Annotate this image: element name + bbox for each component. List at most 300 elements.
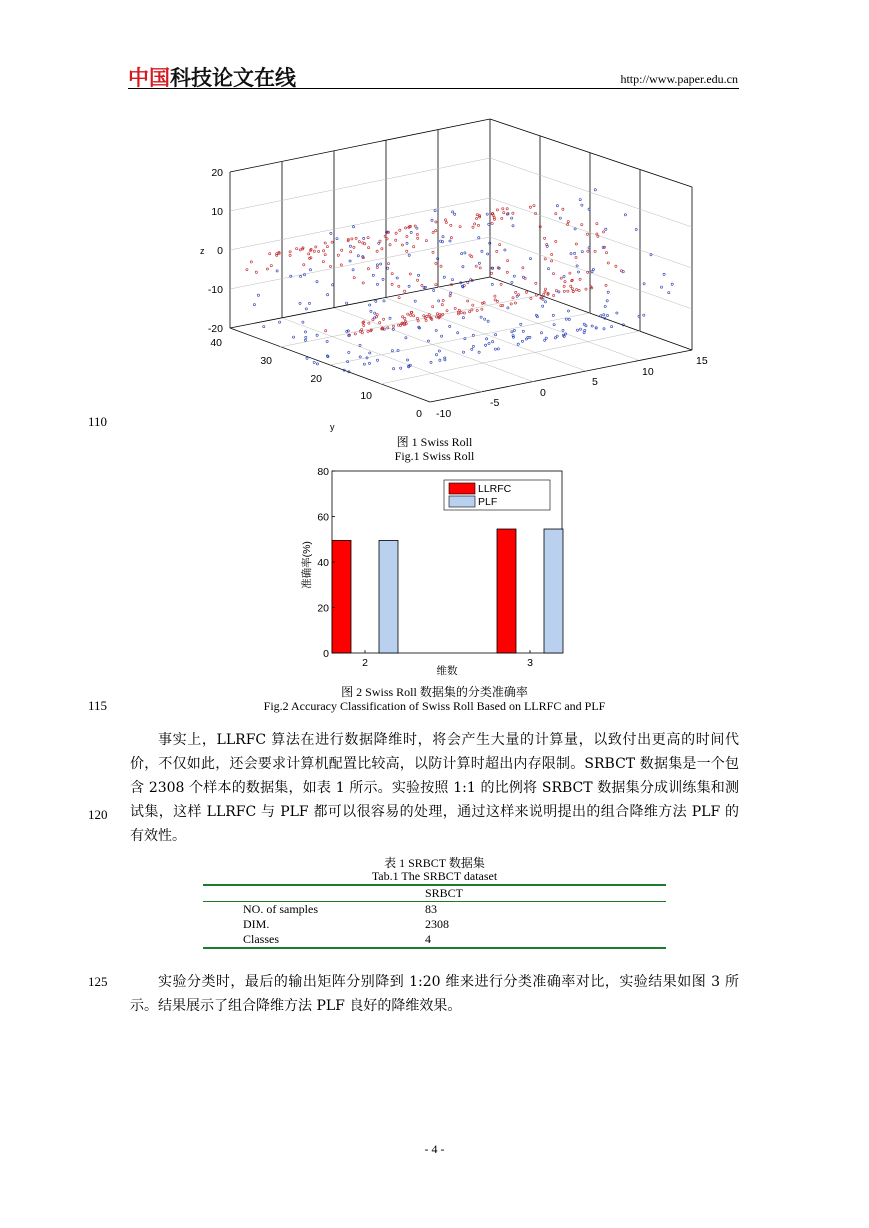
scatter-point — [416, 227, 418, 229]
scatter-point — [461, 253, 463, 255]
scatter-point — [368, 322, 370, 324]
scatter-point — [376, 283, 378, 285]
scatter-point — [635, 228, 637, 230]
scatter-point — [567, 310, 569, 312]
scatter-point — [567, 290, 569, 292]
scatter-point — [535, 282, 537, 284]
scatter-point — [581, 251, 583, 253]
scatter-point — [462, 317, 464, 319]
figure1-caption-cn: 图 1 Swiss Roll — [396, 435, 473, 449]
scatter-point — [341, 249, 343, 251]
scatter-point — [435, 262, 437, 264]
scatter-point — [472, 334, 474, 336]
paragraph-2 — [130, 970, 739, 1018]
scatter-point — [556, 205, 558, 207]
scatter-point — [606, 300, 608, 302]
scatter-point — [507, 260, 509, 262]
scatter-point — [296, 248, 298, 250]
scatter-point — [562, 208, 564, 210]
x-axis-ticks — [436, 355, 708, 420]
scatter-point — [323, 250, 325, 252]
scatter-point — [303, 264, 305, 266]
x-tick-label: 2 — [362, 657, 368, 669]
scatter-point — [393, 368, 395, 370]
scatter-point — [352, 269, 354, 271]
y-axis-label: y — [330, 422, 335, 432]
scatter-point — [410, 314, 412, 316]
scatter-point — [449, 295, 451, 297]
scatter-point — [605, 228, 607, 230]
scatter-point — [444, 219, 446, 221]
scatter-point — [663, 273, 665, 275]
scatter-point — [417, 279, 419, 281]
scatter-point — [565, 318, 567, 320]
scatter-point — [331, 241, 333, 243]
scatter-point — [279, 321, 281, 323]
scatter-point — [351, 238, 353, 240]
scatter-point — [400, 367, 402, 369]
scatter-point — [413, 315, 415, 317]
z-axis-label: z — [200, 246, 205, 256]
scatter-point — [304, 339, 306, 341]
scatter-point — [553, 324, 555, 326]
x-tick: 10 — [642, 366, 654, 378]
scatter-point — [306, 357, 308, 359]
scatter-point — [432, 306, 434, 308]
scatter-point — [389, 244, 391, 246]
scatter-point — [289, 251, 291, 253]
legend-label-plf: PLF — [478, 496, 498, 508]
scatter-point — [389, 317, 391, 319]
scatter-point — [379, 240, 381, 242]
scatter-point — [313, 361, 315, 363]
scatter-point — [299, 302, 301, 304]
legend-swatch-plf — [449, 496, 475, 507]
scatter-point — [522, 330, 524, 332]
figure1-caption-en: Fig.1 Swiss Roll — [394, 449, 475, 463]
scatter-point — [567, 221, 569, 223]
scatter-point — [520, 323, 522, 325]
paragraph-1 — [130, 728, 739, 848]
scatter-point — [533, 205, 535, 207]
scatter-point — [596, 223, 598, 225]
scatter-point — [408, 254, 410, 256]
scatter-point — [563, 285, 565, 287]
scatter-point — [370, 310, 372, 312]
scatter-point — [611, 326, 613, 328]
scatter-point — [484, 318, 486, 320]
scatter-point — [266, 268, 268, 270]
scatter-point — [380, 263, 382, 265]
box-grid-light — [230, 158, 692, 392]
scatter-point — [445, 221, 447, 223]
scatter-point — [544, 301, 546, 303]
scatter-point — [376, 314, 378, 316]
scatter-point — [441, 304, 443, 306]
scatter-point — [449, 325, 451, 327]
scatter-point — [568, 318, 570, 320]
scatter-point — [436, 313, 438, 315]
scatter-point — [449, 240, 451, 242]
z-tick: -20 — [207, 323, 223, 335]
logo-red-text: 中国 — [128, 66, 170, 90]
scatter-point — [558, 291, 560, 293]
scatter-point — [404, 317, 406, 319]
header-url[interactable]: http://www.paper.edu.cn — [620, 72, 738, 86]
scatter-point — [257, 294, 259, 296]
scatter-point — [547, 268, 549, 270]
scatter-point — [479, 267, 481, 269]
scatter-point — [318, 250, 320, 252]
scatter-point — [584, 329, 586, 331]
scatter-point — [491, 272, 493, 274]
bar-llrfc-3 — [497, 529, 516, 653]
scatter-point — [514, 302, 516, 304]
scatter-point — [583, 332, 585, 334]
scatter-point — [506, 208, 508, 210]
scatter-point — [454, 213, 456, 215]
scatter-point — [464, 252, 466, 254]
scatter-point — [348, 351, 350, 353]
scatter-point — [543, 293, 545, 295]
scatter-point — [414, 300, 416, 302]
scatter-point — [643, 314, 645, 316]
scatter-point — [410, 231, 412, 233]
y-tick-label: 80 — [317, 466, 329, 478]
scatter-point — [426, 315, 428, 317]
scatter-point — [544, 258, 546, 260]
scatter-point — [459, 226, 461, 228]
scatter-point — [594, 189, 596, 191]
scatter-point — [481, 250, 483, 252]
scatter-point — [605, 284, 607, 286]
scatter-point — [503, 212, 505, 214]
scatter-point — [472, 304, 474, 306]
scatter-point — [545, 337, 547, 339]
line-number: 120 — [88, 807, 108, 822]
scatter-point — [346, 302, 348, 304]
scatter-point — [586, 233, 588, 235]
scatter-point — [352, 226, 354, 228]
scatter-point — [488, 223, 490, 225]
scatter-point — [492, 341, 494, 343]
scatter-point — [379, 322, 381, 324]
scatter-point — [309, 269, 311, 271]
scatter-point — [575, 243, 577, 245]
scatter-point — [506, 271, 508, 273]
scatter-point — [591, 325, 593, 327]
scatter-point — [432, 231, 434, 233]
scatter-point — [471, 256, 473, 258]
scatter-point — [326, 340, 328, 342]
scatter-point — [355, 237, 357, 239]
scatter-point — [349, 245, 351, 247]
scatter-point — [443, 276, 445, 278]
scatter-point — [432, 251, 434, 253]
bar-plf-2 — [379, 540, 398, 653]
scatter-point — [308, 302, 310, 304]
scatter-point — [486, 213, 488, 215]
x-tick: 5 — [592, 376, 598, 388]
y-tick: 0 — [416, 408, 422, 420]
scatter-point — [494, 295, 496, 297]
table1-caption-cn: 表 1 SRBCT 数据集 — [384, 856, 485, 870]
scatter-point — [496, 209, 498, 211]
x-tick: 15 — [696, 355, 708, 367]
scatter-point — [605, 252, 607, 254]
scatter-point — [409, 273, 411, 275]
scatter-point — [405, 227, 407, 229]
scatter-point — [581, 224, 583, 226]
scatter-point — [463, 312, 465, 314]
scatter-point — [512, 297, 514, 299]
scatter-point — [471, 309, 473, 311]
scatter-point — [587, 250, 589, 252]
scatter-point — [560, 277, 562, 279]
scatter-point — [359, 344, 361, 346]
scatter-point — [381, 248, 383, 250]
scatter-point — [417, 320, 419, 322]
row-value: 2308 — [425, 917, 449, 931]
scatter-point — [574, 252, 576, 254]
scatter-point — [513, 329, 515, 331]
scatter-point — [376, 359, 378, 361]
scatter-point — [438, 300, 440, 302]
scatter-point — [401, 244, 403, 246]
scatter-point — [576, 289, 578, 291]
scatter-point — [391, 283, 393, 285]
scatter-point — [408, 285, 410, 287]
scatter-point — [585, 288, 587, 290]
scatter-point — [510, 303, 512, 305]
scatter-point — [368, 247, 370, 249]
x-tick: -5 — [490, 397, 500, 409]
scatter-point — [551, 260, 553, 262]
scatter-point — [486, 338, 488, 340]
scatter-point — [417, 237, 419, 239]
scatter-point — [404, 290, 406, 292]
scatter-point — [406, 250, 408, 252]
scatter-point — [462, 351, 464, 353]
scatter-point — [382, 278, 384, 280]
z-tick: -10 — [207, 284, 223, 296]
scatter-point — [607, 262, 609, 264]
scatter-point — [435, 354, 437, 356]
scatter-point — [406, 242, 408, 244]
scatter-point — [293, 336, 295, 338]
scatter-point — [276, 253, 278, 255]
scatter-point — [596, 233, 598, 235]
scatter-point — [363, 324, 365, 326]
scatter-point — [362, 282, 364, 284]
scatter-point — [555, 240, 557, 242]
bar-plf-3 — [544, 529, 563, 653]
scatter-point — [383, 300, 385, 302]
scatter-point — [367, 268, 369, 270]
scatter-point — [407, 313, 409, 315]
scatter-point — [376, 264, 378, 266]
scatter-point — [563, 290, 565, 292]
figure1-3d-scatter — [190, 112, 720, 434]
scatter-point — [460, 312, 462, 314]
y-tick-label: 40 — [317, 557, 329, 569]
scatter-point — [476, 214, 478, 216]
scatter-point — [425, 319, 427, 321]
scatter-point — [643, 283, 645, 285]
scatter-point — [454, 307, 456, 309]
scatter-point — [305, 308, 307, 310]
scatter-point — [474, 223, 476, 225]
legend-label-llrfc: LLRFC — [478, 483, 512, 495]
scatter-point — [671, 283, 673, 285]
scatter-point — [357, 255, 359, 257]
scatter-point — [496, 300, 498, 302]
scatter-point — [363, 237, 365, 239]
scatter-point — [471, 348, 473, 350]
scatter-point — [660, 286, 662, 288]
scatter-point — [511, 217, 513, 219]
scatter-point — [542, 305, 544, 307]
scatter-point — [507, 307, 509, 309]
scatter-point — [368, 362, 370, 364]
scatter-point — [431, 219, 433, 221]
scatter-point — [375, 300, 377, 302]
scatter-point — [571, 288, 573, 290]
scatter-point — [289, 254, 291, 256]
line-number: 110 — [88, 414, 108, 429]
scatter-point — [439, 359, 441, 361]
scatter-point — [387, 263, 389, 265]
scatter-point — [583, 323, 585, 325]
scatter-point — [353, 277, 355, 279]
scatter-point — [391, 273, 393, 275]
scatter-point — [600, 315, 602, 317]
scatter-point — [544, 339, 546, 341]
scatter-point — [255, 271, 257, 273]
scatter-point — [522, 276, 524, 278]
scatter-point — [579, 199, 581, 201]
scatter-point — [369, 304, 371, 306]
scatter-point — [494, 299, 496, 301]
scatter-point — [555, 213, 557, 215]
scatter-point — [398, 297, 400, 299]
scatter-point — [402, 316, 404, 318]
logo-black-text: 科技论文在线 — [170, 66, 296, 90]
scatter-point — [467, 300, 469, 302]
scatter-point — [376, 266, 378, 268]
scatter-point — [336, 238, 338, 240]
scatter-point — [545, 288, 547, 290]
scatter-point — [416, 317, 418, 319]
scatter-point — [367, 330, 369, 332]
scatter-point — [555, 290, 557, 292]
scatter-point — [578, 289, 580, 291]
scatter-point — [324, 242, 326, 244]
header-rule — [128, 88, 739, 89]
paragraph-1-text: 事实上，LLRFC 算法在进行数据降维时，将会产生大量的计算量，以致付出更高的时间代价，不仅如此，还会要求计算机配置比较高，以防计算时超出内存限制。SRBCT 数据集是一个包含 2308 个样本的数据集，如表 1 所示。实验按照 1:1 的比例将 SRBCT 数据集分成训练集和测试集，这样 LLRFC 与 PLF 都可以很容易的处理，通过这样来说明提出的组合降维方法 PLF 的有效性。 — [130, 732, 739, 844]
scatter-point — [529, 258, 531, 260]
scatter-point — [504, 249, 506, 251]
scatter-point — [607, 291, 609, 293]
scatter-point — [451, 279, 453, 281]
figure2-bar-chart — [296, 462, 576, 680]
scatter-point — [399, 229, 401, 231]
scatter-point — [544, 291, 546, 293]
scatter-point — [302, 321, 304, 323]
line-number: 115 — [88, 698, 108, 713]
scatter-point — [315, 246, 317, 248]
scatter-point — [480, 316, 482, 318]
scatter-point — [369, 352, 371, 354]
scatter-point — [472, 226, 474, 228]
scatter-point — [476, 309, 478, 311]
scatter-point — [395, 239, 397, 241]
scatter-point — [435, 284, 437, 286]
scatter-point — [606, 314, 608, 316]
scatter-point — [500, 283, 502, 285]
y-tick-label: 60 — [317, 511, 329, 524]
scatter-point — [269, 253, 271, 255]
table-header: SRBCT — [425, 886, 464, 900]
y-axis-ticks — [210, 337, 422, 420]
x-tick-label: 3 — [527, 657, 533, 669]
legend — [444, 480, 550, 510]
table-row — [203, 902, 666, 917]
scatter-point — [488, 342, 490, 344]
table-header-row — [203, 886, 666, 901]
z-tick: 10 — [211, 206, 223, 218]
scatter-point — [494, 348, 496, 350]
scatter-point — [513, 275, 515, 277]
scatter-point — [435, 221, 437, 223]
scatter-point — [515, 291, 517, 293]
scatter-point — [304, 331, 306, 333]
table-row — [203, 917, 666, 932]
scatter-point — [553, 294, 555, 296]
scatter-point — [383, 318, 385, 320]
y-tick-label: 20 — [317, 602, 329, 615]
scatter-point — [579, 278, 581, 280]
scatter-point — [367, 237, 369, 239]
scatter-point — [435, 230, 437, 232]
scatter-point — [574, 228, 576, 230]
legend-swatch-llrfc — [449, 483, 475, 494]
scatter-point — [376, 250, 378, 252]
scatter-point — [476, 217, 478, 219]
scatter-point — [316, 334, 318, 336]
figure2-caption-en: Fig.2 Accuracy Classification of Swiss Roll Based on LLRFC and PLF — [263, 699, 606, 713]
scatter-point — [478, 262, 480, 264]
scatter-point — [540, 332, 542, 334]
scatter-point — [421, 284, 423, 286]
scatter-point — [316, 363, 318, 365]
scatter-point — [491, 283, 493, 285]
y-tick: 40 — [210, 337, 222, 349]
scatter-point — [405, 337, 407, 339]
scatter-point — [552, 273, 554, 275]
scatter-point — [575, 256, 577, 258]
scatter-point — [602, 231, 604, 233]
scatter-point — [450, 224, 452, 226]
scatter-point — [502, 208, 504, 210]
scatter-point — [430, 361, 432, 363]
scatter-point — [313, 250, 315, 252]
scatter-point — [518, 294, 520, 296]
page-number: - 4 - — [424, 1142, 445, 1156]
scatter-point — [316, 281, 318, 283]
row-value: 83 — [425, 902, 437, 916]
scatter-point — [253, 304, 255, 306]
